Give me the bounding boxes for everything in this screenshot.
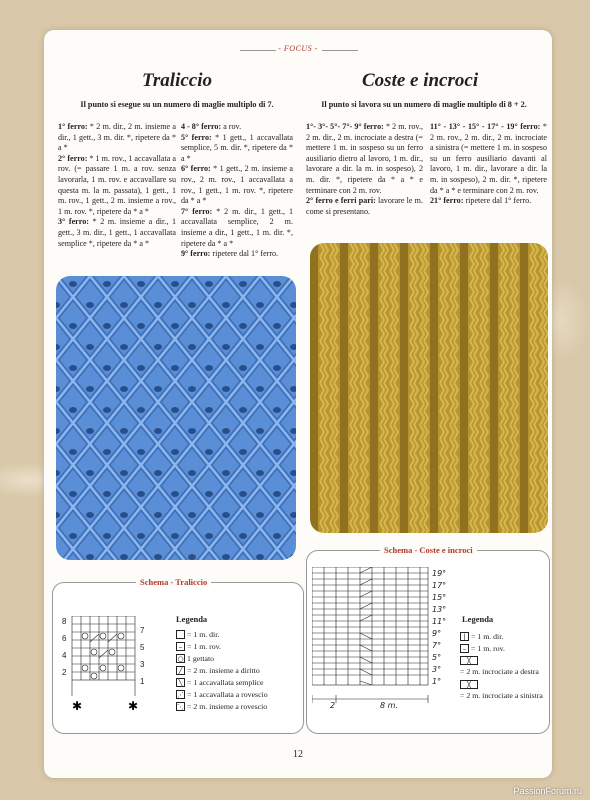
row-number: 17° — [432, 581, 447, 590]
handwritten-label: 2 — [330, 701, 336, 710]
traliccio-legend-title: Legenda — [176, 614, 208, 624]
k2tog-symbol-icon: ╱ — [176, 666, 185, 675]
legend-item: ○ 1 gettato — [177, 654, 215, 663]
left-instructions-col2 — [181, 122, 293, 260]
svg-text:✱: ✱ — [72, 699, 83, 713]
row-text: * 2 m. rov., 2 m. dir., 2 m. incrociate a destra (= mettere 1 m. in sospeso su un ferro ausiliario dietro al lavoro, 1 m. dir., lavorare a dir. la m. in sospeso), 2 m. dir. *, ripetere da * a * e terminare con 2 m. rov. — [306, 122, 423, 195]
right-instructions-col2 — [430, 122, 547, 207]
row-number: 1 — [140, 677, 145, 686]
handwritten-label: 8 m. — [380, 701, 398, 710]
row-label: 4 - 8° ferro: — [181, 122, 222, 131]
purl-symbol-icon: – — [176, 642, 185, 651]
row-number: 5 — [140, 643, 145, 652]
instruction-paragraph — [181, 249, 293, 260]
purl-symbol-icon: – — [460, 644, 469, 653]
row-number: 4 — [62, 651, 67, 660]
row-label: 6° ferro: — [181, 164, 211, 174]
row-label: 2° ferro e ferri pari: — [306, 196, 376, 206]
row-label: 21° ferro: — [430, 196, 464, 206]
yarn-over-symbol-icon: ○ — [177, 655, 184, 663]
row-number: 8 — [62, 617, 67, 626]
row-text: * 1 gett., 2 m. insieme a rov., 2 m. rov., 1 accavallata a rov., 1 gett., 1 m. rov. *, ripetere da * a * — [181, 164, 293, 206]
legend-item: ╳ = 2 m. incrociate a sinistra — [460, 681, 543, 700]
row-text: * 2 m. dir., 2 m. insieme a dir., 1 gett., 3 m. dir. *, ripetere da * a * — [58, 122, 176, 153]
right-intro: Il punto si lavora su un numero di maglie multiplo di 8 + 2. — [321, 100, 527, 109]
instruction-paragraph — [306, 196, 423, 217]
row-label: 3° ferro: — [58, 217, 89, 227]
instruction-paragraph — [181, 133, 293, 165]
knit-symbol-icon: | — [460, 632, 469, 641]
legend-item: | = 1 m. dir. — [460, 632, 503, 641]
left-cross-symbol-icon: ╳ — [460, 680, 478, 689]
instruction-paragraph — [181, 164, 293, 206]
row-label: 1° ferro: — [58, 122, 88, 131]
magazine-page — [44, 30, 552, 778]
p2tog-symbol-icon: ⋱ — [177, 703, 184, 711]
row-text: ripetere dal 1° ferro. — [463, 196, 532, 206]
row-label: 9° ferro: — [181, 249, 211, 259]
coste-incroci-chart — [312, 567, 434, 718]
row-text: ripetere dal 1° ferro. — [210, 249, 279, 259]
traliccio-swatch-image — [56, 276, 296, 560]
row-text: a rov. — [221, 122, 242, 131]
left-instructions-col1 — [58, 122, 176, 249]
row-label: 11° - 13° - 15° - 17° - 19° ferro: — [430, 122, 541, 131]
row-number: 11° — [432, 617, 447, 626]
legend-item: ⋱ = 2 m. insieme a rovescio — [177, 702, 268, 711]
row-text: * 1 m. rov., 1 accavallata a rov. (= passare 1 m. a rov. senza lavorarla, 1 m. rov. e accavallare su questa m. la m. passata), 1 gett., 1 m. rov., 1 gett., 2 m. insieme a rov., 1 m. rov. *, ripetere da * a * — [58, 153, 176, 216]
traliccio-schema-title: Schema - Traliccio — [136, 577, 211, 587]
instruction-paragraph — [181, 122, 293, 133]
right-title: Coste e incroci — [362, 70, 479, 91]
divider — [322, 50, 358, 51]
instruction-paragraph — [58, 154, 176, 218]
row-text: * 2 m. insieme a dir., 1 gett., 3 m. dir., 1 gett., 1 accavallata semplice *, ripetere da * a * — [58, 217, 176, 248]
coste-incroci-schema-title: Schema - Coste e incroci — [380, 545, 477, 555]
legend-item: – = 1 m. rov. — [176, 642, 221, 651]
section-label: - FOCUS - — [278, 44, 318, 53]
traliccio-chart — [58, 616, 170, 721]
legend-item: ╳ = 2 m. incrociate a destra — [460, 657, 539, 676]
row-text: lavorare le m. come si presentano. — [306, 196, 423, 216]
row-text: * 2 m. dir., 1 gett., 1 accavallata semplice, 2 m. insieme a dir., 1 gett., 1 m. dir. *, ripetere da * a * — [181, 206, 293, 248]
legend-item: ⋰ = 1 accavallata a rovescio — [177, 690, 268, 699]
instruction-paragraph — [306, 122, 423, 196]
row-number: 15° — [432, 593, 447, 602]
row-number: 19° — [432, 569, 447, 578]
row-number: 5° — [432, 653, 442, 662]
ssk-symbol-icon: ╲ — [176, 678, 185, 687]
purl-ssk-symbol-icon: ⋰ — [177, 691, 184, 699]
legend-item: ╲ = 1 accavallata semplice — [176, 678, 263, 687]
page-number: 12 — [293, 749, 303, 760]
row-number: 1° — [432, 677, 442, 686]
instruction-paragraph — [181, 207, 293, 249]
row-number: 2 — [62, 668, 67, 677]
instruction-paragraph — [430, 122, 547, 196]
legend-item: – = 1 m. rov. — [460, 644, 505, 653]
watermark: PassionForum.ru — [513, 786, 582, 796]
row-number: 7 — [140, 626, 145, 635]
row-number: 6 — [62, 634, 67, 643]
coste-legend-title: Legenda — [462, 614, 494, 624]
left-title: Traliccio — [142, 70, 212, 91]
left-intro: Il punto si esegue su un numero di maglie multiplo di 7. — [80, 100, 274, 109]
right-cross-symbol-icon: ╳ — [460, 656, 478, 665]
instruction-paragraph — [430, 196, 547, 207]
instruction-paragraph — [58, 217, 176, 249]
row-text: * 1 gett., 1 accavallata semplice, 5 m. dir. *, ripetere da * a * — [181, 132, 293, 163]
row-label: 2° ferro: — [58, 153, 88, 163]
row-number: 3° — [432, 665, 442, 674]
row-number: 9° — [432, 629, 442, 638]
row-number: 13° — [432, 605, 447, 614]
svg-text:✱: ✱ — [128, 699, 139, 713]
legend-item: = 1 m. dir. — [176, 630, 219, 639]
coste-incroci-swatch-image — [310, 243, 548, 533]
row-number: 3 — [140, 660, 145, 669]
row-text: * 2 m. rov., 2 m. dir., 2 m. incrociate a sinistra (= mettere 1 m. in sospeso su un ferro ausiliario davanti al lavoro, 1 m. dir., lavorare a dir. la m. in sospeso), 2 m. dir. *, ripetere da * a * e terminare con 2 m. rov. — [430, 122, 547, 195]
row-number: 7° — [432, 641, 442, 650]
row-label: 7° ferro: — [181, 206, 213, 216]
row-label: 5° ferro: — [181, 132, 212, 142]
right-instructions-col1 — [306, 122, 423, 217]
legend-item: ╱ = 2 m. insieme a diritto — [176, 666, 260, 675]
knit-symbol-icon — [176, 630, 185, 639]
instruction-paragraph — [58, 122, 176, 154]
row-label: 1°- 3°- 5°- 7°- 9° ferro: — [306, 122, 384, 131]
